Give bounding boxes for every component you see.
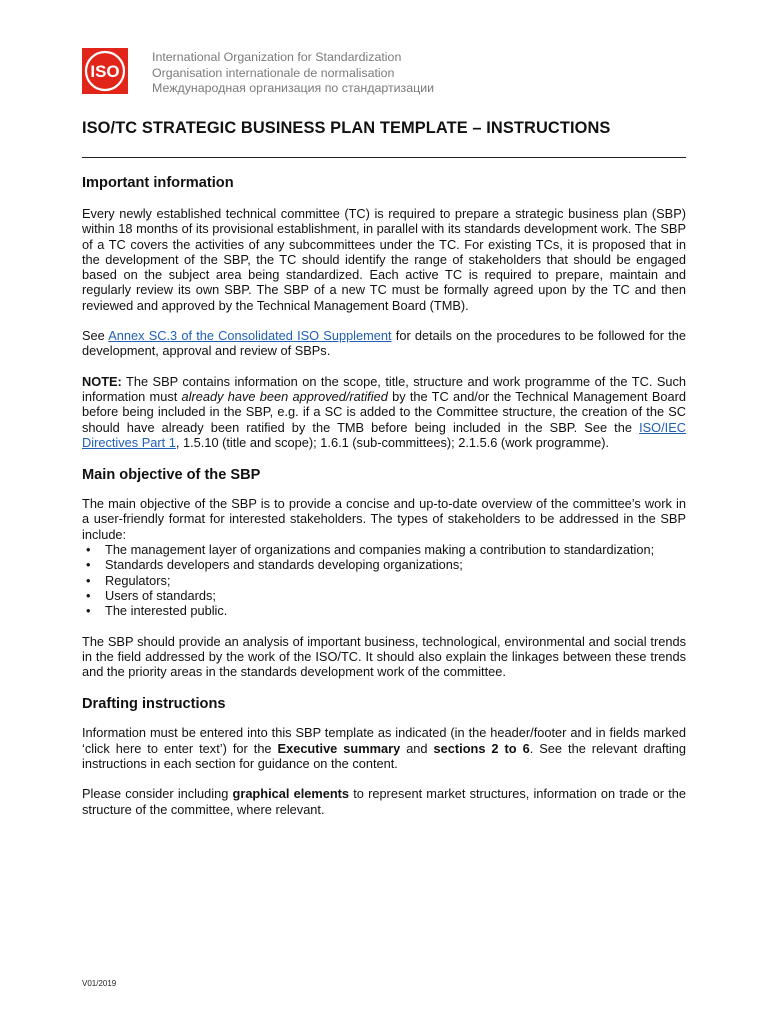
organization-names [152, 50, 492, 97]
annex-text-post: for details on the procedures to be followed for the development, approval and review of SBPs. [82, 328, 686, 359]
paragraph-sbp-requirement: Every newly established technical committee (TC) is required to prepare a strategic business plan (SBP) within 18 months of its provisional establishment, in parallel with its standards development work. The SBP of a TC covers the activities of any subcommittees under the TC. For existing TCs, it is proposed that in the development of the SBP, the TC should identify the range of stakeholders that should be engaged based on the subject area being standardized. Each active TC is required to prepare, maintain and regularly review its own SBP. The SBP of a new TC must be formally agreed upon by the TC and then reviewed and approved by the Technical Management Board (TMB). [82, 206, 686, 313]
note-text-c: , 1.5.10 (title and scope); 1.6.1 (sub-committees); 2.1.5.6 (work programme). [175, 434, 610, 450]
note-text-a: The SBP contains information on the scope, title, structure and work programme of the TC. Such information must [82, 373, 686, 404]
sections-range-term: sections 2 to 6 [433, 740, 530, 756]
drafting-text-c: . See the relevant drafting instructions in each section for guidance on the content. [82, 740, 687, 772]
drafting-text-b: and [400, 740, 434, 756]
stakeholder-list [82, 542, 686, 618]
paragraph-note [82, 374, 686, 450]
document-title: ISO/TC STRATEGIC BUSINESS PLAN TEMPLATE – INSTRUCTIONS [82, 119, 611, 137]
heading-drafting-instructions: Drafting instructions [82, 696, 226, 713]
version-footer: V01/2019 [82, 979, 117, 988]
annex-text-pre: See [82, 328, 109, 344]
graphics-text-a: Please consider including [82, 786, 233, 802]
graphical-elements-term: graphical elements [232, 786, 350, 802]
org-name-fr: Organisation internationale de normalisation [152, 65, 395, 80]
drafting-text-a: Information must be entered into this SBP template as indicated (in the header/footer and in fields marked ‘click here to enter text’) for the [82, 725, 686, 756]
paragraph-trends-analysis: The SBP should provide an analysis of important business, technological, environmental and social trends in the field addressed by the work of the ISO/TC. It should also explain the linkages between these trends and the priority areas in the standards development work of the committee. [82, 633, 686, 680]
executive-summary-term: Executive summary [277, 740, 401, 756]
paragraph-drafting-fields [82, 725, 686, 771]
list-item: • Users of standards; [82, 588, 686, 603]
document-body [82, 170, 686, 817]
heading-main-objective: Main objective of the SBP [82, 467, 261, 484]
note-text-b: by the TC and/or the Technical Management Board before being included in the SBP, e.g. if a SC is added to the Committee structure, the creation of the SC should have already been ratified by the TMB before being included in the SBP. See the [82, 388, 686, 435]
list-item: • The interested public. [82, 603, 686, 618]
iso-logo [82, 48, 128, 94]
paragraph-annex-reference [82, 328, 686, 359]
paragraph-graphical-elements [82, 786, 686, 817]
iso-iec-directives-link[interactable]: ISO/IEC Directives Part 1 [82, 419, 686, 450]
list-item: • Standards developers and standards developing organizations; [82, 557, 686, 572]
org-name-ru: Международная организация по стандартизации [152, 81, 435, 96]
title-divider [82, 157, 686, 158]
list-item: • Regulators; [82, 573, 686, 588]
graphics-text-b: to represent market structures, information on trade or the structure of the committee, where relevant. [82, 786, 686, 817]
heading-important-information: Important information [82, 175, 234, 191]
paragraph-main-objective: The main objective of the SBP is to provide a concise and up-to-date overview of the committee’s work in a user-friendly format for interested stakeholders. The types of stakeholders to be addressed in the SBP include: [82, 496, 686, 542]
note-text-italic: already have been approved/ratified [181, 388, 388, 404]
iso-logo-text: ISO [90, 62, 120, 81]
list-item: • The management layer of organizations and companies making a contribution to standardization; [82, 542, 686, 557]
annex-sc3-link[interactable]: Annex SC.3 of the Consolidated ISO Supplement [108, 328, 392, 344]
org-name-en: International Organization for Standardization [152, 50, 402, 64]
note-label: NOTE: [82, 373, 122, 389]
